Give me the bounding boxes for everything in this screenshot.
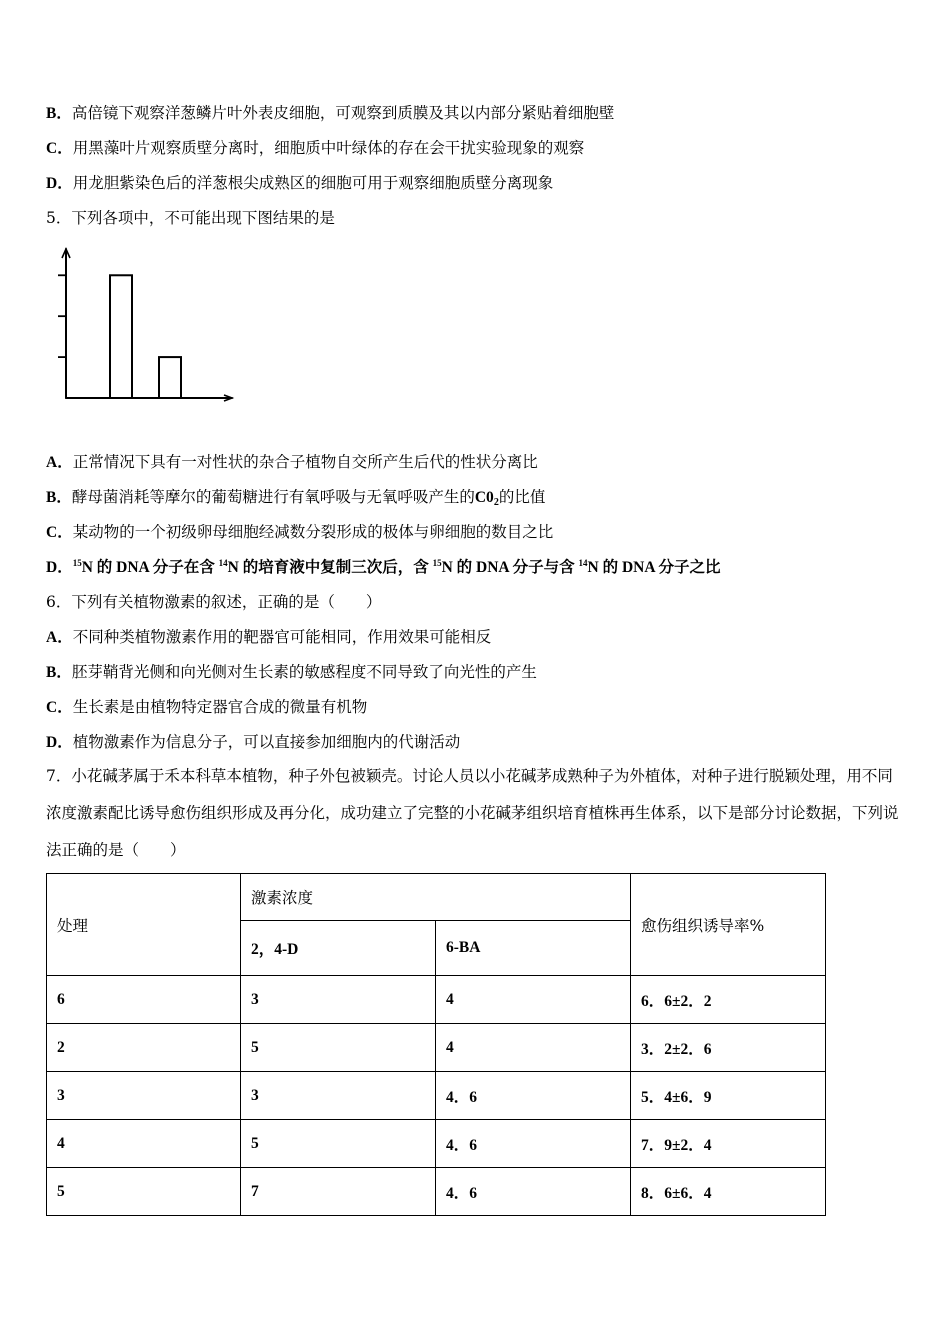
q6-option-a	[46, 627, 491, 648]
option-text: 高倍镜下观察洋葱鳞片叶外表皮细胞，可观察到质膜及其以内部分紧贴着细胞壁	[71, 104, 615, 122]
cell-6ba: 4．6	[436, 1120, 631, 1168]
q4-option-d	[46, 173, 553, 194]
chart-layer	[58, 249, 232, 401]
option-text: 用黑藻叶片观察质壁分离时，细胞质中叶绿体的存在会干扰实验现象的观察	[72, 139, 585, 157]
option-text: 正常情况下具有一对性状的杂合子植物自交所产生后代的性状分离比	[72, 453, 538, 471]
option-text: 植物激素作为信息分子，可以直接参加细胞内的代谢活动	[72, 733, 461, 751]
table-row	[47, 1072, 826, 1120]
header-hormone-concentration: 激素浓度	[241, 874, 631, 921]
q5-stem: 5．下列各项中，不可能出现下图结果的是	[46, 209, 335, 227]
option-label: A．	[46, 454, 73, 471]
option-text-part: N 的 DNA 分子与含	[441, 559, 579, 576]
cell-process: 4	[47, 1120, 241, 1168]
isotope-14: 14	[578, 558, 588, 568]
option-label: B．	[46, 489, 72, 506]
option-text: 某动物的一个初级卵母细胞经减数分裂形成的极体与卵细胞的数目之比	[72, 523, 554, 541]
option-text-end: 的比值	[498, 488, 546, 506]
option-text-part: N 的培育液中复制三次后，含	[227, 559, 433, 576]
header-6ba: 6-BA	[436, 921, 631, 976]
option-label: C．	[46, 524, 73, 541]
option-label: D．	[46, 734, 73, 751]
bar-1	[110, 275, 132, 398]
table-row	[47, 976, 826, 1024]
option-label: C．	[46, 699, 73, 716]
cell-process: 3	[47, 1072, 241, 1120]
option-label: A．	[46, 629, 73, 646]
header-24d: 2，4-D	[241, 921, 436, 976]
option-label: D．	[46, 175, 73, 192]
cell-24d: 3	[241, 1072, 436, 1120]
cell-6ba: 4	[436, 976, 631, 1024]
bar-chart-figure	[52, 243, 237, 408]
q5-option-c	[46, 522, 553, 543]
table-row	[47, 1168, 826, 1216]
co2-subscript: 2	[493, 497, 499, 508]
cell-24d: 5	[241, 1120, 436, 1168]
option-text: 用龙胆紫染色后的洋葱根尖成熟区的细胞可用于观察细胞质壁分离现象	[72, 174, 554, 192]
table-row	[47, 1120, 826, 1168]
bar-2	[159, 357, 181, 398]
table-row	[47, 1024, 826, 1072]
cell-rate: 5．4±6．9	[631, 1072, 826, 1120]
cell-24d: 7	[241, 1168, 436, 1216]
q5-option-d	[46, 557, 721, 578]
option-text-part: N 的 DNA 分子在含	[81, 559, 219, 576]
option-text-part: N 的 DNA 分子之比	[587, 559, 721, 576]
table-header-row	[47, 874, 826, 921]
option-label: B．	[46, 664, 72, 681]
cell-rate: 6．6±2．2	[631, 976, 826, 1024]
option-text: 胚芽鞘背光侧和向光侧对生长素的敏感程度不同导致了向光性的产生	[71, 663, 537, 681]
header-process: 处理	[47, 874, 241, 976]
cell-6ba: 4	[436, 1024, 631, 1072]
option-label: B．	[46, 105, 72, 122]
hormone-table	[46, 873, 826, 1216]
q5-option-a	[46, 452, 538, 473]
header-induction-rate: 愈伤组织诱导率%	[631, 874, 826, 976]
q4-option-c	[46, 138, 584, 159]
isotope-15: 15	[72, 558, 82, 568]
q5-option-b	[46, 487, 545, 508]
cell-process: 6	[47, 976, 241, 1024]
cell-24d: 3	[241, 976, 436, 1024]
option-text: 酵母菌消耗等摩尔的葡萄糖进行有氧呼吸与无氧呼吸产生的	[71, 488, 475, 506]
cell-6ba: 4．6	[436, 1072, 631, 1120]
co2-formula: C0	[474, 489, 494, 506]
cell-24d: 5	[241, 1024, 436, 1072]
option-text: 生长素是由植物特定器官合成的微量有机物	[72, 698, 368, 716]
q4-option-b	[46, 103, 614, 124]
isotope-15: 15	[432, 558, 442, 568]
q6-stem: 6．下列有关植物激素的叙述，正确的是（ ）	[46, 593, 382, 611]
cell-6ba: 4．6	[436, 1168, 631, 1216]
q7-stem: 7．小花碱茅属于禾本科草本植物，种子外包被颖壳。讨论人员以小花碱茅成熟种子为外植体，对种子进行脱颖处理，用不同浓度激素配比诱导愈伤组织形成及再分化，成功建立了完整的小花碱茅组织培育植株再生体系，以下是部分讨论数据，下列说法正确的是（ ）	[46, 767, 899, 859]
q6-option-c	[46, 697, 367, 718]
cell-process: 2	[47, 1024, 241, 1072]
q6-option-b	[46, 662, 537, 683]
option-text: 不同种类植物激素作用的靶器官可能相同，作用效果可能相反	[72, 628, 492, 646]
cell-rate: 7．9±2．4	[631, 1120, 826, 1168]
option-label: D．	[46, 559, 73, 576]
cell-rate: 3．2±2．6	[631, 1024, 826, 1072]
option-label: C．	[46, 140, 73, 157]
cell-process: 5	[47, 1168, 241, 1216]
cell-rate: 8．6±6．4	[631, 1168, 826, 1216]
q6-option-d	[46, 732, 460, 753]
isotope-14: 14	[218, 558, 228, 568]
